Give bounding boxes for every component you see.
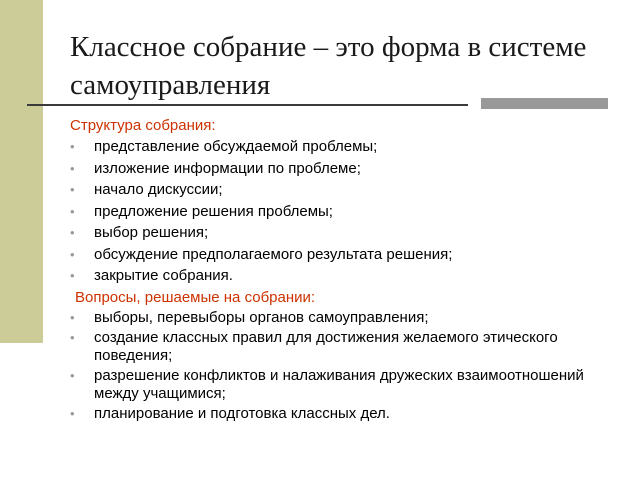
title-underline <box>27 104 468 106</box>
bullet-icon: • <box>70 330 75 345</box>
list-item-text: разрешение конфликтов и налаживания дружеских взаимоотношений между учащимися; <box>94 367 584 402</box>
list-item <box>70 223 625 243</box>
list-item <box>70 266 625 286</box>
list-item-text: начало дискуссии; <box>94 181 223 198</box>
list-item-text: изложение информации по проблеме; <box>94 159 361 177</box>
bullet-icon: • <box>70 225 75 240</box>
bullet-icon: • <box>70 406 75 421</box>
list-item-text: выбор решения; <box>94 224 209 241</box>
title-underline-accent <box>481 98 608 109</box>
bullet-icon: • <box>70 182 75 197</box>
slide-title: Классное собрание – это форма в системе самоуправления <box>70 31 587 101</box>
list-item <box>70 180 625 200</box>
list-item-text: планирование и подготовка классных дел. <box>94 405 390 422</box>
bullet-icon: • <box>70 203 75 219</box>
list-item <box>70 405 625 423</box>
list-item-text: представление обсуждаемой проблемы; <box>94 138 378 155</box>
bullet-icon: • <box>70 160 75 176</box>
list-item <box>70 159 625 179</box>
list-item <box>70 309 625 327</box>
bullet-icon: • <box>70 368 75 383</box>
bullet-icon: • <box>70 268 75 283</box>
list-item <box>70 202 625 222</box>
questions-heading: Вопросы, решаемые на собрании: <box>75 289 316 306</box>
list-item-text: обсуждение предполагаемого результата решения; <box>94 245 453 263</box>
list-item-text: создание классных правил для достижения желаемого этического поведения; <box>94 329 558 364</box>
left-decorative-bar <box>0 0 43 343</box>
structure-heading: Структура собрания: <box>70 117 216 134</box>
list-item <box>70 367 625 403</box>
list-item-text: предложение решения проблемы; <box>94 202 333 220</box>
structure-list <box>70 137 625 286</box>
questions-list <box>70 309 625 423</box>
list-item-text: выборы, перевыборы органов самоуправления; <box>94 309 429 326</box>
list-item <box>70 329 625 365</box>
list-item <box>70 245 625 265</box>
list-item <box>70 137 625 157</box>
bullet-icon: • <box>70 139 75 154</box>
list-item-text: закрытие собрания. <box>94 267 233 284</box>
bullet-icon: • <box>70 310 75 325</box>
slide-body <box>70 114 625 425</box>
bullet-icon: • <box>70 246 75 262</box>
